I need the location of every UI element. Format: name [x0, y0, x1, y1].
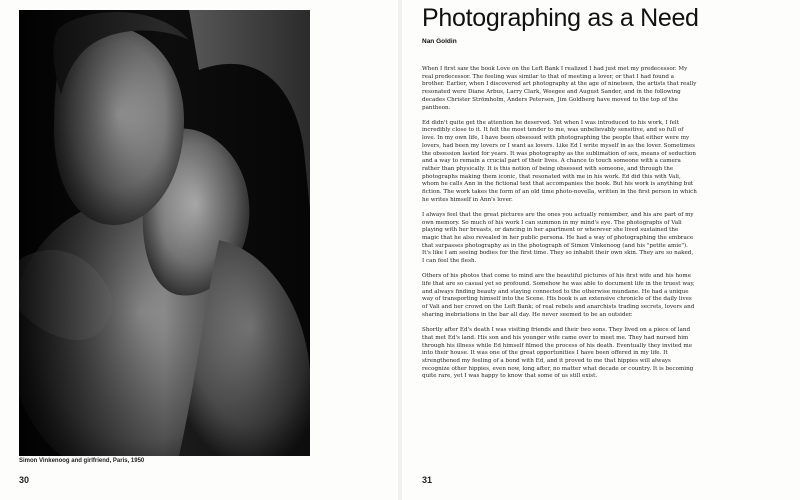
black-and-white-photograph — [19, 10, 310, 456]
left-page — [0, 0, 398, 500]
photo-illustration — [19, 10, 310, 456]
body-paragraph: When I first saw the book Love on the Left Bank I realized I had just met my predecessor. My real predecessor. The feeling was similar to that of meeting a lover, or that I had found a brother. Earlier, when I discovered art photography at the age of nineteen, the artists that really resonated were Diane Arbus, Larry Clark, Weegee and August Sander, and in the following decades Christer Strömholm, Anders Petersen, Jim Goldberg have moved to the top of the pantheon. — [422, 66, 697, 111]
article-body — [422, 66, 697, 389]
page-number-right: 31 — [422, 475, 433, 485]
body-paragraph: Shortly after Ed's death I was visiting friends and their two sons. They lived on a piece of land that met Ed's land. His son and his younger wife came over to meet me. They had nursed him through his illness while Ed himself filmed the process of his death. Eventually they invited me into their house. It was one of the great opportunities I have been offered in my life. It strengthened my feeling of a bond with Ed, and it proved to me that hippies will always recognize other hippies, even now, long after, no matter what decade or country. It is becoming quite rare, yet I was happy to know that some of us still exist. — [422, 327, 694, 380]
body-paragraph: Others of his photos that come to mind are the beautiful pictures of his first wife and his home life that are so casual yet so profound. Somehow he was able to document life in the truest way, and always finding beauty and staying connected to the otherwise mundane. He had a unique way of transporting himself into the Scene. His book is an extensive chronicle of the daily lives of Vali and her crowd on the Left Bank; of real rebels and anarchists trading secrets, lovers and sharing inebriations in the bar all day. He never seemed to be an outsider. — [422, 273, 695, 318]
article-title: Photographing as a Need — [422, 4, 699, 32]
body-paragraph: Ed didn't quite get the attention he deserved. Yet when I was introduced to his work, I felt incredibly close to it. It felt the most tender to me, was unbelievably sensitive, and so full of love. In my own life, I have been obsessed with photographing the people that either were my lovers, had been my lovers or I want as lovers. Like Ed I write myself in as the lover. Sometimes the obsession lasted for years. It was photography as the sublimation of sex, means of seduction and a way to remain a crucial part of their lives. A chance to touch someone with a camera rather than physically. It is this notion of being obsessed with someone, and through the photographs making them iconic, that resonated with me in his work. Ed did this with Vali, whom he calls Ann in the fictional text that accompanies the book. But his work is anything but fiction. The work takes the form of an old time photo-novella, written in the first person in which he writes himself in Ann's lover. — [422, 119, 697, 203]
photo-caption: Simon Vinkenoog and girlfriend, Paris, 1950 — [19, 458, 145, 464]
author-byline: Nan Goldin — [422, 38, 457, 45]
page-number-left: 30 — [19, 475, 30, 485]
body-paragraph: I always feel that the great pictures are the ones you actually remember, and his are part of my own memory. So much of his work I can summon in my mind's eye. The photographs of Vali playing with her breasts, or dancing in her apartment or wherever she lived sustained the magic that he also revealed in her public persona. He had a way of photographing the embrace that surpasses photography as in the photograph of Simon Vinkenoog (and his "petite amie"). It's like I am seeing bodies for the first time. They so inhabit their own skin. They are so naked, I can feel the flesh. — [422, 211, 694, 265]
right-page — [402, 0, 800, 500]
